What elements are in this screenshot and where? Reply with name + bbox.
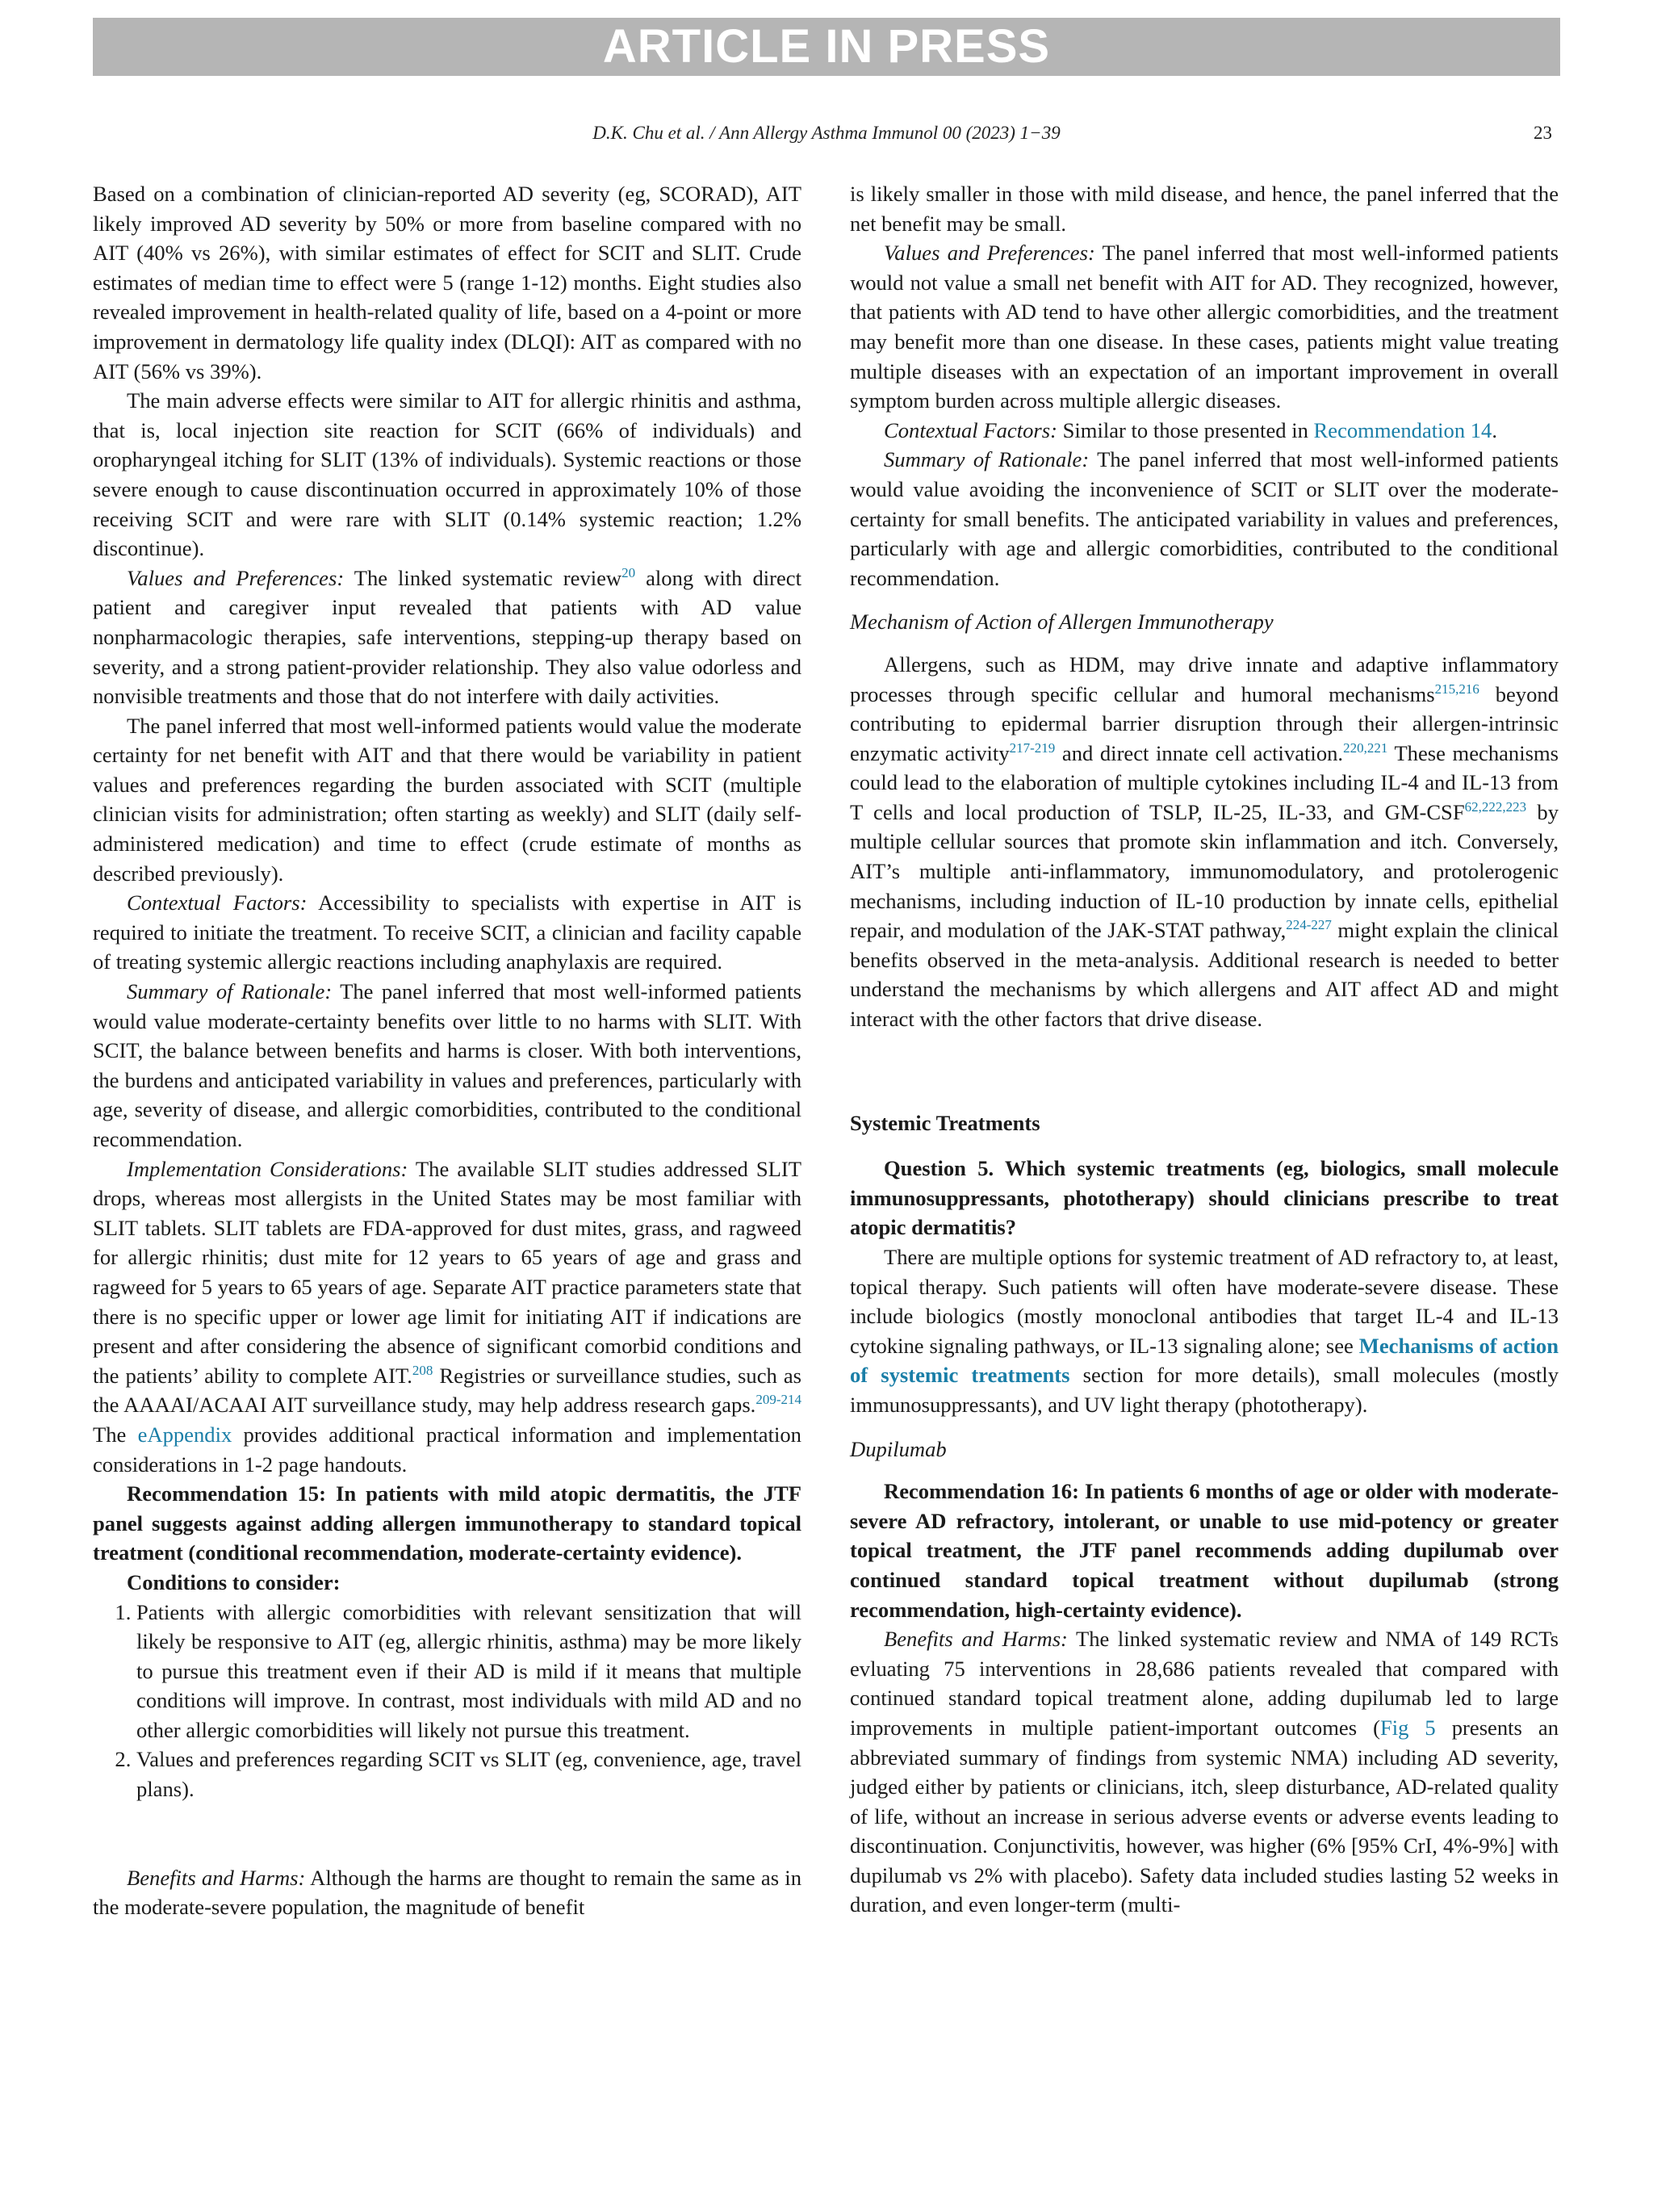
section-subheading: Dupilumab (850, 1436, 947, 1461)
run-in-label: Summary of Rationale: (127, 979, 333, 1004)
paragraph: There are multiple options for systemic treatment of AD refractory to, at least, topical therapy. Such patients will often have moderate-severe disease. These include biologics (mostly monoclonal antibodies that target IL-4 and IL-13 cytokine signaling pathways, or IL-13 signaling alone; see Mechanisms of action of systemic treatments section for more details), small molecules (mostly immunosuppressants), and UV light therapy (phototherapy). (850, 1245, 1559, 1417)
citation-link[interactable]: 62,222,223 (1464, 799, 1527, 815)
citation-link[interactable]: 208 (412, 1362, 433, 1378)
paragraph: Implementation Considerations: The available SLIT studies addressed SLIT drops, whereas most allergists in the United States may be most familiar with SLIT tablets. SLIT tablets are FDA-approved for dust mites, grass, and ragweed for allergic rhinitis; dust mite for 12 years to 65 years of age and grass and ragweed for 5 years to 65 years of age. Separate AIT practice parameters state that there is no specific upper or lower age limit for initiating AIT if indications are present and after considering the absence of significant comorbid conditions and the patients’ ability to complete AIT.$^{208}$ Registries or surveillance studies, such as the AAAAI/ACAAI AIT surveillance study, may help address research gaps.$^{209-214}$ The eAppendix provides additional practical information and implementation considerations in 1-2 page handouts. (93, 1156, 802, 1477)
recommendation-15: Recommendation 15: In patients with mild atopic dermatitis, the JTF panel suggests against adding allergen immunotherapy to standard topical treatment (conditional recommendation, moderate-certainty evidence). (93, 1481, 801, 1565)
citation-link[interactable]: 220,221 (1343, 739, 1388, 756)
eappendix-link[interactable]: eAppendix (137, 1422, 232, 1447)
paragraph: The main adverse effects were similar to AIT for allergic rhinitis and asthma, that is, local injection site reaction for SCIT (66% of individuals) and oropharyngeal itching for SLIT (13% of individuals). Systemic reactions or those severe enough to cause discontinuation occurred in approximately 10% of those receiving SCIT and were rare with SLIT (0.14% systemic reaction; 1.2% discontinue). (93, 388, 801, 561)
run-in-label: Contextual Factors: (884, 417, 1057, 442)
question-5: Question 5. Which systemic treatments (eg, biologics, small molecule immunosuppressants, phototherapy) should clinicians prescribe to treat atopic dermatitis? (850, 1156, 1559, 1240)
right-column (850, 179, 1559, 1920)
paragraph: Summary of Rationale: The panel inferred that most well-informed patients would value avoiding the inconvenience of SCIT or SLIT over the moderate-certainty for small benefits. The anticipated variability in values and preferences, particularly with age and allergic comorbidities, contributed to the conditional recommendation. (850, 447, 1559, 590)
paragraph: is likely smaller in those with mild disease, and hence, the panel inferred that the net benefit may be small. (850, 182, 1559, 236)
citation-link[interactable]: 217-219 (1009, 739, 1056, 756)
run-in-label: Summary of Rationale: (884, 447, 1090, 472)
list-item: 1. Patients with allergic comorbidities with relevant sensitization that will likely be responsive to AIT (eg, allergic rhinitis, asthma) may be more likely to pursue this treatment even if their AD is mild if it means that multiple conditions will improve. In contrast, most individuals with mild AD and no other allergic comorbidities will likely not pursue this treatment. (136, 1598, 801, 1745)
article-in-press-banner: ARTICLE IN PRESS (93, 18, 1560, 76)
run-in-label: Contextual Factors: (127, 890, 308, 915)
citation-link[interactable]: 224-227 (1286, 917, 1332, 933)
paragraph: Benefits and Harms: The linked systematic review and NMA of 149 RCTs evluating 75 interventions in 28,686 patients revealed that compared with continued standard topical treatment alone, adding dupilumab led to large improvements in multiple patient-important outcomes (Fig 5 presents an abbreviated summary of findings from systemic NMA) including AD severity, judged either by patients or clinicians, itch, sleep disturbance, AD-related quality of life, without an increase in serious adverse events or adverse events leading to discontinuation. Conjunctivitis, however, was higher (6% [95% CrI, 4%-9%] with dupilumab vs 2% with placebo). Safety data included studies lasting 52 weeks in duration, and even longer-term (multi- (850, 1627, 1559, 1917)
run-in-label: Benefits and Harms: (127, 1865, 306, 1890)
list-item: 2. Values and preferences regarding SCIT vs SLIT (eg, convenience, age, travel plans). (136, 1745, 801, 1804)
paragraph: Contextual Factors: Similar to those presented in Recommendation 14. (884, 417, 1498, 442)
paragraph: The panel inferred that most well-informed patients would value the moderate certainty for net benefit with AIT and that there would be variability in patient values and preferences regarding the burden associated with SCIT (multiple clinician visits for administration; often starting as weekly) and SLIT (daily self-administered medication) and time to effect (crude estimate of months as described previously). (93, 713, 801, 886)
section-subheading: Mechanism of Action of Allergen Immunotherapy (850, 610, 1274, 635)
paragraph: Allergens, such as HDM, may drive innate and adaptive inflammatory processes through specific cellular and humoral mechanisms$^{215,216}$ beyond contributing to epidermal barrier disruption through their allergen-intrinsic enzymatic activity$^{217-219}$ and direct innate cell activation.$^{220,221}$ These mechanisms could lead to the elaboration of multiple cytokines including IL-4 and IL-13 from T cells and local production of TSLP, IL-25, IL-33, and GM-CSF$^{62,222,223}$ by multiple cellular sources that promote skin inflammation and itch. Conversely, AIT’s multiple anti-inflammatory, immunomodulatory, and protolerogenic mechanisms, including induction of IL-10 production by innate cells, epithelial repair, and modulation of the JAK-STAT pathway,$^{224-227}$ might explain the clinical benefits observed in the meta-analysis. Additional research is needed to better understand the mechanisms by which allergens and AIT affect AD and might interact with the other factors that drive disease. (850, 651, 1559, 1032)
run-in-label: Values and Preferences: (884, 241, 1095, 266)
recommendation-14-link[interactable]: Recommendation 14 (1313, 417, 1492, 442)
paragraph: Values and Preferences: The linked systematic review$^{20}$ along with direct patient and caregiver input revealed that patients with AD value nonpharmacologic therapies, safe interventions, stepping-up therapy based on severity, and a strong patient-provider relationship. They also value odorless and nonvisible treatments and those that do not interfere with daily activities. (93, 564, 801, 709)
conditions-label: Conditions to consider: (127, 1569, 341, 1594)
run-in-label: Values and Preferences: (127, 565, 345, 590)
section-heading: Systemic Treatments (850, 1110, 1040, 1135)
paragraph: Summary of Rationale: The panel inferred that most well-informed patients would value moderate-certainty benefits over little to no harms with SLIT. With SCIT, the balance between benefits and harms is closer. With both interventions, the burdens and anticipated variability in values and preferences, particularly with age, severity of disease, and allergic comorbidities, contributed to the conditional recommendation. (93, 979, 801, 1151)
running-head: D.K. Chu et al. / Ann Allergy Asthma Immunol 00 (2023) 1−39 (592, 123, 1061, 143)
fig5-link[interactable]: Fig 5 (1379, 1715, 1436, 1740)
citation-link[interactable]: 215,216 (1434, 681, 1479, 697)
paragraph: Based on a combination of clinician-reported AD severity (eg, SCORAD), AIT likely improved AD severity by 50% or more from baseline compared with no AIT (40% vs 26%), with similar estimates of effect for SCIT and SLIT. Crude estimates of median time to effect were 5 (range 1-12) months. Eight studies also revealed improvement in health-related quality of life, based on a 4-point or more improvement in dermatology life quality index (DLQI): AIT as compared with no AIT (56% vs 39%). (93, 182, 801, 383)
citation-link[interactable]: 209-214 (755, 1392, 801, 1408)
paragraph: Benefits and Harms: Although the harms are thought to remain the same as in the moderate-severe population, the magnitude of benefit (93, 1865, 801, 1920)
recommendation-16: Recommendation 16: In patients 6 months of age or older with moderate-severe AD refractory, intolerant, or unable to use mid-potency or greater topical treatment, the JTF panel recommends adding dupilumab over continued standard topical treatment without dupilumab (strong recommendation, high-certainty evidence). (850, 1479, 1559, 1622)
citation-link[interactable]: 20 (621, 564, 636, 580)
paragraph: Contextual Factors: Accessibility to specialists with expertise in AIT is required to initiate the treatment. To receive SCIT, a clinician and facility capable of treating systemic allergic reactions including anaphylaxis are required. (93, 890, 801, 974)
page-number: 23 (1534, 123, 1552, 143)
paragraph: Values and Preferences: The panel inferred that most well-informed patients would not value a small net benefit with AIT for AD. They recognized, however, that patients with AD tend to have other allergic comorbidities, and the treatment may benefit more than one disease. In these cases, patients might value treating multiple diseases with an expectation of an important improvement in overall symptom burden across multiple allergic diseases. (850, 241, 1559, 413)
mechanisms-link[interactable]: Mechanisms of action of systemic treatments (850, 1333, 1559, 1388)
conditions-list (93, 1598, 801, 1804)
run-in-label: Benefits and Harms: (884, 1627, 1068, 1652)
run-in-label: Implementation Considerations: (127, 1156, 408, 1181)
left-column (93, 179, 801, 1922)
